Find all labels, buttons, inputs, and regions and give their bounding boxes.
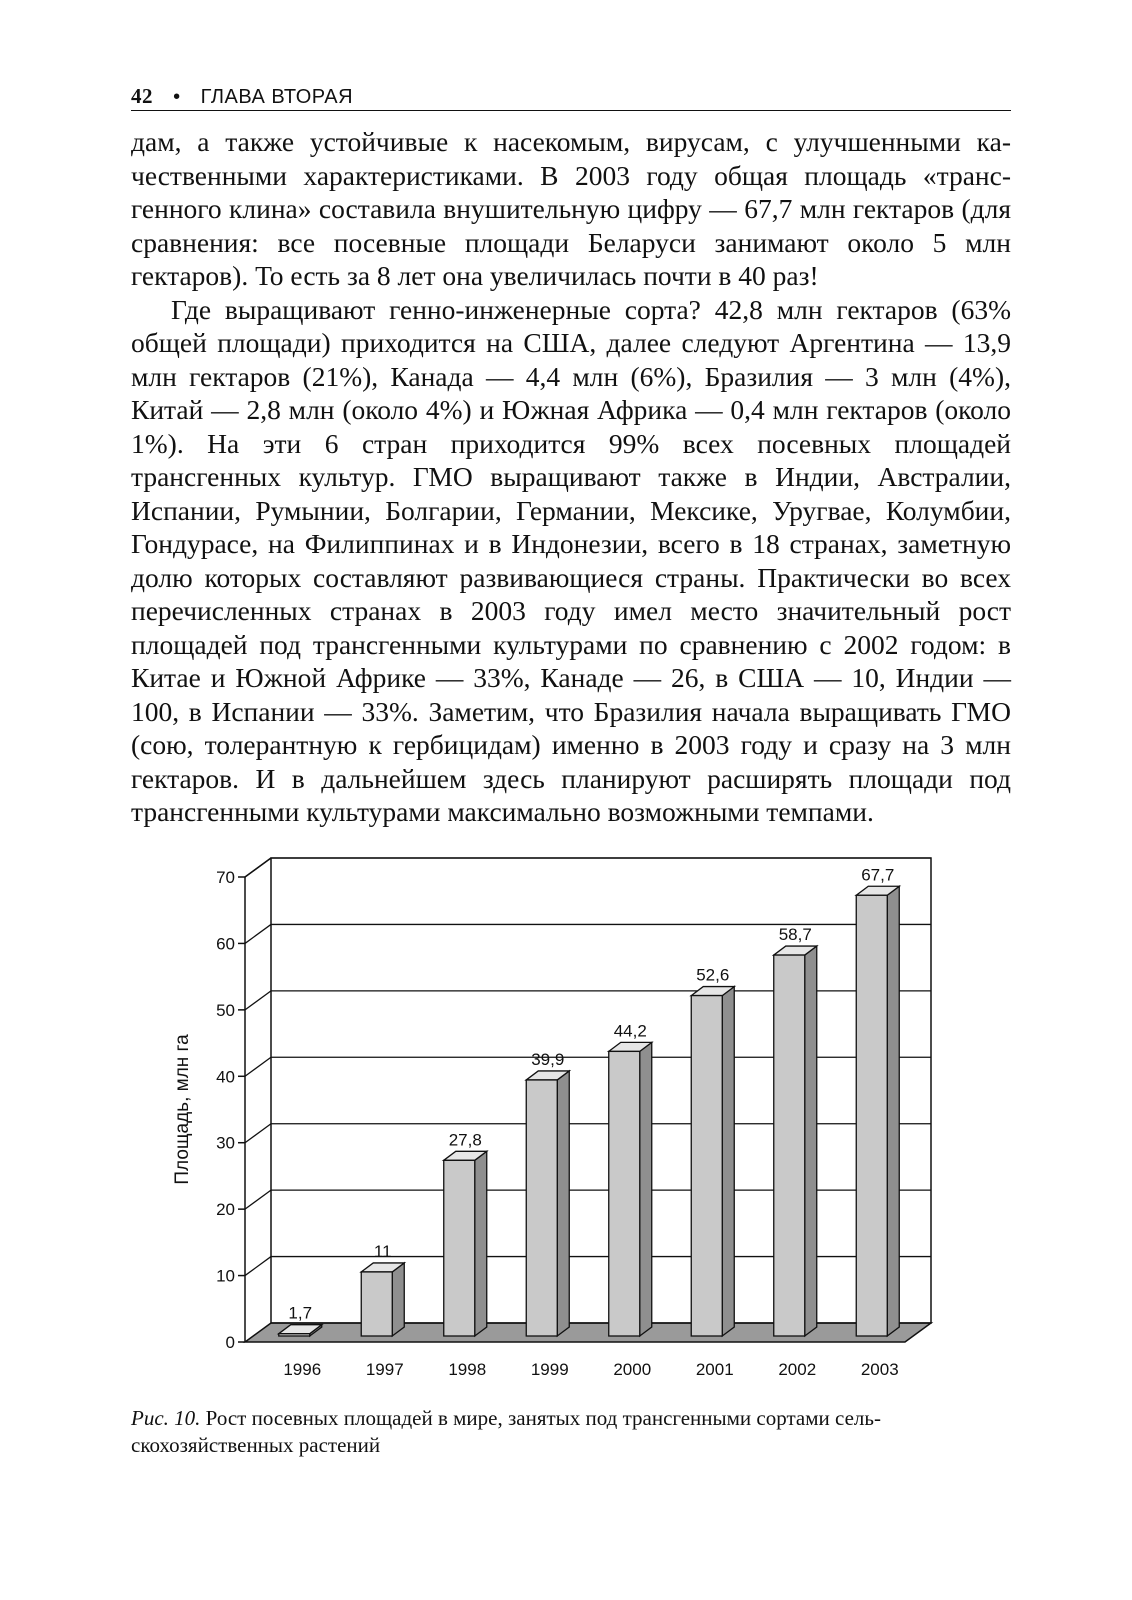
chapter-title: ГЛАВА ВТОРАЯ: [200, 86, 354, 108]
bar-chart: [160, 850, 960, 1405]
gridline-side: [245, 858, 271, 877]
bar: [774, 955, 805, 1336]
data-label: 44,2: [613, 1021, 647, 1041]
bar: [609, 1051, 640, 1336]
bar-side: [722, 987, 734, 1336]
data-label: 11: [373, 1241, 392, 1261]
data-label: 52,6: [696, 965, 730, 985]
x-tick-label: 2002: [778, 1360, 817, 1379]
x-tick-label: 2000: [613, 1360, 652, 1379]
data-label: 58,7: [778, 925, 812, 945]
x-tick-label: 1996: [283, 1360, 322, 1379]
gridline-side: [245, 991, 271, 1010]
paragraph-1: дам, а также устойчивые к насекомым, вирусам, с улучшенными качественными характеристиками. В 2003 году общая площадь «трансгенного клина» составила внушительную цифру — 67,7 млн гектаров (для сравнения: все посевные площади Беларуси занимают около 5 млн гектаров). То есть за 8 лет она увеличилась почти в 40 раз!: [131, 126, 1011, 291]
chart-canvas: [160, 850, 960, 1405]
gridline-side: [245, 1124, 271, 1143]
y-tick-label: 30: [216, 1133, 235, 1153]
gridline-side: [245, 1190, 271, 1209]
running-head: [131, 82, 1011, 111]
figure-caption-text: Рост посевных площадей в мире, занятых под трансгенными сортами сельскохозяйственных растений: [131, 1406, 881, 1457]
body-text: [131, 125, 1011, 829]
chart-back-wall: [271, 858, 931, 1323]
data-label: 39,9: [531, 1049, 565, 1069]
gridline-side: [245, 924, 271, 943]
bar-side: [640, 1042, 652, 1336]
y-tick-label: 60: [216, 934, 235, 954]
x-tick-label: 1998: [448, 1360, 487, 1379]
x-tick-label: 2003: [860, 1360, 899, 1379]
bar: [691, 996, 722, 1336]
y-tick-label: 10: [216, 1266, 235, 1286]
bar-side: [475, 1151, 487, 1336]
data-label: 27,8: [448, 1130, 482, 1150]
y-tick-label: 40: [216, 1067, 235, 1087]
bar: [279, 1334, 310, 1336]
x-tick-label: 1997: [365, 1360, 404, 1379]
paragraph-2: Где выращивают генно-инженерные сорта? 42,8 млн гектаров (63% общей площади) приходится на США, далее следуют Аргентина — 13,9 млн гектаров (21%), Канада — 4,4 млн (6%), Бразилия — 3 млн (4%), Китай — 2,8 млн (около 4%) и Южная Африка — 0,4 млн гектаров (около 1%). На эти 6 стран приходится 99% всех посевных площадей трансгенных культур. ГМО выращивают также в Индии, Австралии, Испании, Румынии, Болгарии, Германии, Мексике, Уругвае, Колумбии, Гондурасе, на Филиппинах и в Индонезии, всего в 18 странах, заметную долю которых составляют развивающиеся страны. Практически во всех перечисленных странах в 2003 году имел место значительный рост площадей под трансгенными культурами по сравнению с 2002 годом: в Китае и Южной Африке — 33%, Канаде — 26, в США — 10, Индии — 100, в Испании — 33%. Заметим, что Бразилия начала выращивать ГМО (сою, толерантную к гербицидам) именно в 2003 году и сразу на 3 млн гектаров. И в дальнейшем здесь планируют расширять площади под трансгенными культурами максимально возможными темпами.: [131, 293, 1011, 827]
y-tick-label: 20: [216, 1200, 235, 1220]
figure-caption: [131, 1405, 1011, 1459]
y-tick-label: 70: [216, 868, 235, 887]
bar-side: [805, 946, 817, 1336]
page-number: 42: [131, 84, 153, 108]
bar: [444, 1160, 475, 1336]
bar-side: [557, 1071, 569, 1336]
y-tick-label: 50: [216, 1000, 235, 1020]
y-axis-title: Площадь, млн га: [172, 1034, 193, 1185]
header-separator: •: [173, 86, 181, 108]
data-label: 67,7: [861, 865, 895, 885]
bar: [526, 1080, 557, 1336]
chart-floor: [245, 1323, 931, 1342]
bar-side: [887, 886, 899, 1336]
gridline-side: [245, 1057, 271, 1076]
figure-label: Рис. 10.: [131, 1406, 201, 1430]
data-label: 1,7: [288, 1303, 313, 1323]
bar: [361, 1272, 392, 1336]
x-tick-label: 2001: [695, 1360, 734, 1379]
x-tick-label: 1999: [530, 1360, 569, 1379]
gridline-side: [245, 1257, 271, 1276]
y-tick-label: 0: [225, 1333, 235, 1352]
bar-side: [392, 1263, 404, 1336]
bar: [856, 895, 887, 1336]
